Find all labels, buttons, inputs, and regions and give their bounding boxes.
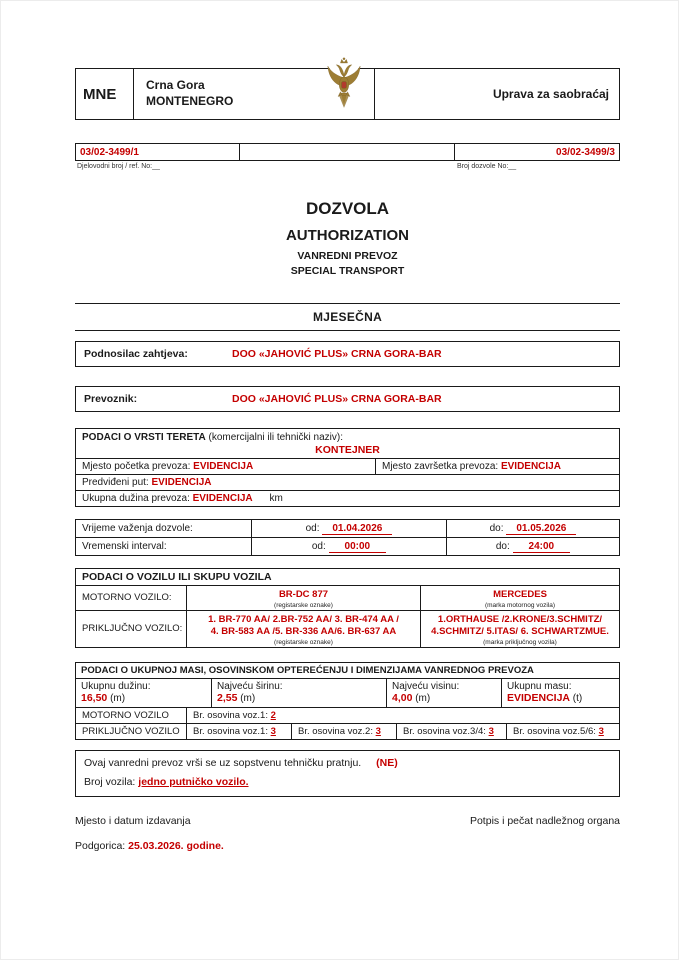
issue-place-date-row (75, 840, 620, 852)
from-label: od: (311, 541, 326, 552)
issue-date: 25.03.2026. godine. (128, 839, 224, 852)
title-main: DOZVOLA (305, 199, 390, 218)
ref-number-middle-cell (240, 143, 455, 161)
total-mass-unit: (t) (572, 692, 583, 704)
motor-axle-label: Br. osovina voz.1: (193, 709, 268, 721)
total-mass-value: EVIDENCIJA (507, 691, 571, 704)
escort-vehicles-value: jedno putničko vozilo. (138, 775, 249, 788)
reference-number-row (75, 143, 620, 161)
signature-label: Potpis i pečat nadležnog organa (469, 814, 620, 827)
motor-plates-value: BR-DC 877 (278, 589, 329, 600)
applicant-label: Podnosilac zahtjeva: (84, 348, 188, 360)
motor-vehicle-row (76, 586, 619, 611)
ref-number-left-cell (75, 143, 240, 161)
valid-from-date: 01.04.2026 (322, 523, 392, 535)
escort-statement: Ovaj vanredni prevoz vrši se uz sopstvenu tehničku pratnju. (84, 756, 362, 769)
title-sub: VANREDNI PREVOZ (297, 250, 398, 262)
trailer-vehicle-label: PRIKLJUČNO VOZILO: (82, 623, 183, 635)
route-row (76, 474, 619, 490)
applicant-value: DOO «JAHOVIĆ PLUS» CRNA GORA-BAR (232, 348, 442, 360)
carrier-box (75, 386, 620, 412)
total-length-cell (76, 679, 211, 707)
vehicle-box-header: PODACI O VOZILU ILI SKUPU VOZILA (76, 569, 619, 586)
total-length-unit: (m) (110, 692, 126, 704)
escort-statement-row (84, 757, 611, 769)
document-title-block (75, 199, 620, 277)
motor-brand-value: MERCEDES (493, 589, 547, 600)
time-from-value: 00:00 (329, 541, 387, 553)
max-width-cell (211, 679, 386, 707)
footer-labels-row (75, 815, 620, 827)
valid-to-date: 01.05.2026 (506, 523, 576, 535)
ref-number-right: 03/02-3499/3 (556, 146, 615, 158)
trailer-axle-value-1: 3 (270, 725, 276, 737)
max-height-cell (386, 679, 501, 707)
title-sub-en: SPECIAL TRANSPORT (290, 265, 405, 277)
issue-place: Podgorica: (75, 839, 126, 852)
trailer-axle-cell-3 (396, 724, 506, 739)
cargo-header-row (76, 429, 619, 443)
motor-axle-value: 2 (270, 709, 276, 721)
authorization-document (75, 68, 620, 852)
escort-vehicles-label: Broj vozila: (84, 775, 136, 788)
trailer-brands-line2: 4.SCHMITZ/ 5.ITAS/ 6. SCHWARTZMUE. (431, 625, 609, 637)
dimensions-box (75, 662, 620, 740)
coat-of-arms-icon (326, 57, 362, 117)
cargo-type-value: KONTEJNER (315, 444, 380, 456)
trailer-axle-cell-4 (506, 724, 619, 739)
from-label: od: (305, 523, 320, 534)
applicant-box (75, 341, 620, 367)
validity-period-row (76, 520, 619, 537)
carrier-label: Prevoznik: (84, 393, 138, 405)
cargo-info-box (75, 428, 620, 507)
cargo-places-row (76, 458, 619, 474)
country-code: MNE (76, 69, 134, 119)
total-distance-label: Ukupna dužina prevoza: (82, 493, 190, 504)
total-length-value: 16,50 (81, 691, 108, 704)
transport-start-value: EVIDENCIJA (193, 461, 254, 472)
max-height-unit: (m) (415, 692, 431, 704)
permit-period: MJESEČNA (75, 303, 620, 331)
cargo-type-row (76, 443, 619, 458)
total-distance-value: EVIDENCIJA (192, 493, 253, 504)
route-cell (76, 475, 218, 490)
trailer-axles-row (76, 724, 619, 739)
trailer-brands-line1: 1.ORTHAUSE /2.KRONE/3.SCHMITZ/ (437, 613, 603, 625)
total-distance-row (76, 490, 619, 506)
escort-box (75, 750, 620, 797)
reference-labels-row (75, 163, 620, 174)
place-date-label: Mjesto i datum izdavanja (75, 814, 191, 827)
motor-brand-cell (421, 586, 619, 610)
validity-box (75, 519, 620, 556)
transport-end-value: EVIDENCIJA (500, 461, 561, 472)
total-distance-unit: km (269, 493, 283, 504)
transport-end-cell (376, 459, 619, 474)
motor-brand-note: (marka motornog vozila) (484, 601, 556, 609)
trailer-axle-label-4: Br. osovina voz.5/6: (513, 725, 596, 737)
motor-axles-vehicle-label: MOTORNO VOZILO (82, 709, 169, 721)
route-label: Predviđeni put: (82, 477, 149, 488)
trailer-axle-label-2: Br. osovina voz.2: (298, 725, 373, 737)
trailer-plates-line2: 4. BR-583 AA /5. BR-336 AA/6. BR-637 AA (210, 625, 397, 637)
ref-number-left-label: Djelovodni broj / ref. No:__ (77, 163, 160, 170)
carrier-value: DOO «JAHOVIĆ PLUS» CRNA GORA-BAR (232, 393, 442, 405)
trailer-vehicle-row (76, 611, 619, 647)
validity-period-label: Vrijeme važenja dozvole: (82, 523, 193, 534)
total-mass-cell (501, 679, 619, 707)
total-distance-cell (76, 491, 289, 506)
title-main-en: AUTHORIZATION (285, 227, 410, 244)
max-height-value: 4,00 (392, 691, 413, 704)
total-length-label: Ukupnu dužinu: (81, 680, 151, 692)
trailer-axle-value-3: 3 (488, 725, 494, 737)
cargo-header-note: (komercijalni ili tehnički naziv): (208, 432, 343, 443)
time-interval-label: Vremenski interval: (82, 541, 167, 552)
trailer-axle-value-4: 3 (598, 725, 604, 737)
motor-axles-cell (186, 708, 619, 723)
document-header (75, 68, 620, 120)
valid-from-cell (251, 520, 446, 537)
max-height-label: Najveću visinu: (392, 680, 460, 692)
max-width-label: Najveću širinu: (217, 680, 283, 692)
trailer-axle-label-3: Br. osovina voz.3/4: (403, 725, 486, 737)
time-to-value: 24:00 (513, 541, 571, 553)
motor-vehicle-label: MOTORNO VOZILO: (82, 592, 172, 604)
dimensions-header: PODACI O UKUPNOJ MASI, OSOVINSKOM OPTEREĆENJU I DIMENZIJAMA VANREDNOG PREVOZA (76, 663, 619, 679)
trailer-brand-note: (marka priključnog vozila) (483, 638, 557, 646)
cargo-header: PODACI O VRSTI TERETA (82, 432, 206, 443)
trailer-axle-cell-1 (186, 724, 291, 739)
escort-vehicles-row (84, 776, 611, 788)
to-label: do: (489, 523, 504, 534)
transport-start-cell (76, 459, 376, 474)
motor-plates-cell (186, 586, 421, 610)
total-mass-label: Ukupnu masu: (507, 680, 572, 692)
transport-start-label: Mjesto početka prevoza: (82, 461, 191, 472)
time-to-cell (446, 538, 619, 555)
escort-answer: (NE) (376, 756, 398, 769)
ref-number-right-cell (455, 143, 620, 161)
ref-number-left: 03/02-3499/1 (80, 146, 139, 158)
dimensions-values-row (76, 679, 619, 708)
max-width-value: 2,55 (217, 691, 238, 704)
to-label: do: (495, 541, 510, 552)
trailer-plates-note: (registarske oznake) (274, 638, 333, 646)
time-from-cell (251, 538, 446, 555)
vehicle-info-box (75, 568, 620, 648)
trailer-axle-label-1: Br. osovina voz.1: (193, 725, 268, 737)
ref-number-right-label: Broj dozvole No:__ (457, 163, 517, 170)
motor-plates-note: (registarske oznake) (274, 601, 333, 609)
country-name: Crna Gora (146, 78, 205, 92)
trailer-plates-cell (186, 611, 421, 647)
route-value: EVIDENCIJA (151, 477, 212, 488)
time-interval-row (76, 537, 619, 555)
trailer-brands-cell (421, 611, 619, 647)
issuing-agency: Uprava za saobraćaj (374, 69, 619, 119)
valid-to-cell (446, 520, 619, 537)
max-width-unit: (m) (240, 692, 256, 704)
trailer-axle-value-2: 3 (375, 725, 381, 737)
country-name-en: MONTENEGRO (146, 93, 234, 108)
trailer-axles-vehicle-label: PRIKLJUČNO VOZILO (82, 725, 180, 737)
motor-axles-row (76, 708, 619, 724)
trailer-axle-cell-2 (291, 724, 396, 739)
transport-end-label: Mjesto završetka prevoza: (382, 461, 499, 472)
trailer-plates-line1: 1. BR-770 AA/ 2.BR-752 AA/ 3. BR-474 AA / (208, 613, 399, 625)
